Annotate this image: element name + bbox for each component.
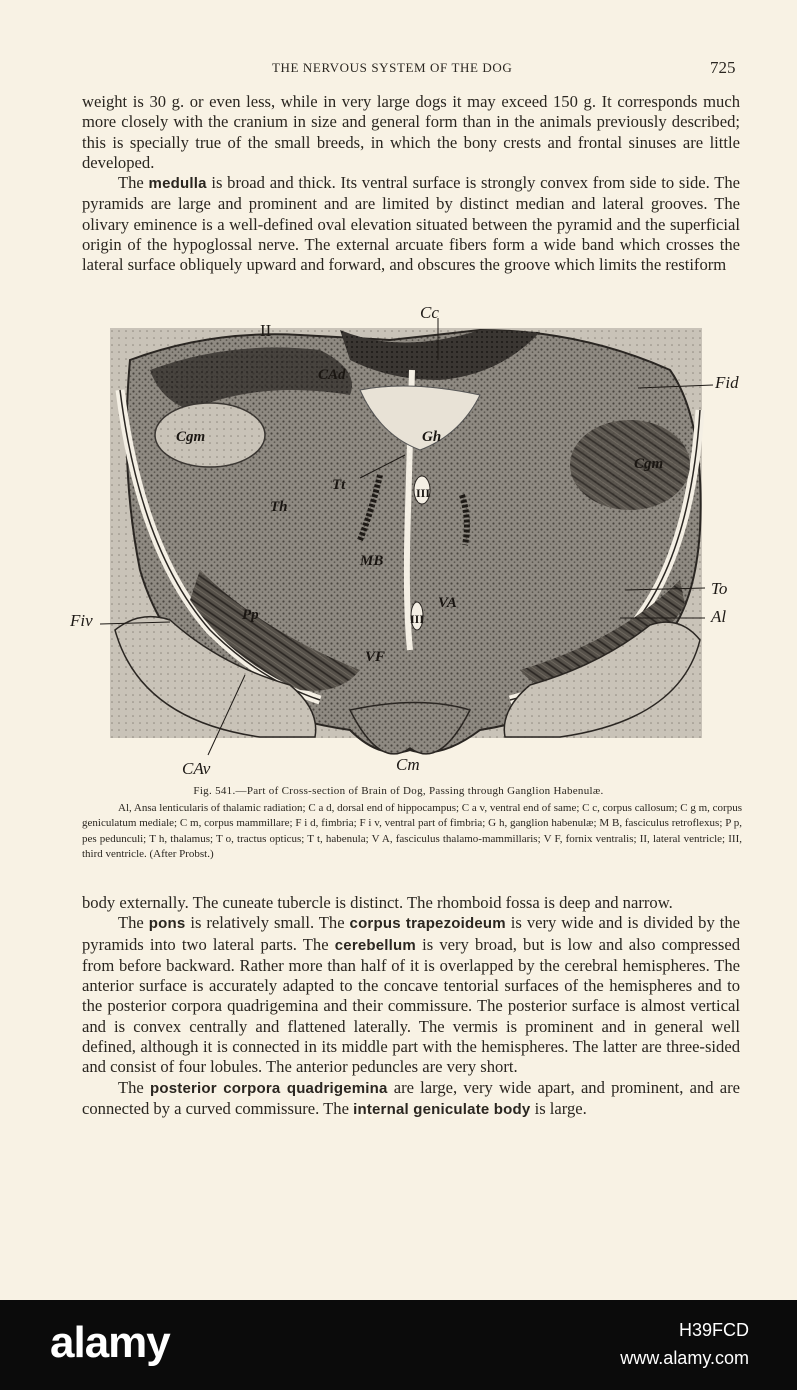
label-vf: VF [365, 649, 386, 665]
running-head [0, 58, 797, 78]
alamy-logo: alamy [50, 1318, 170, 1367]
label-fid: Fid [715, 373, 739, 392]
term-internal-geniculate-body: internal geniculate body [353, 1100, 531, 1118]
figure-caption-title: Fig. 541.—Part of Cross-section of Brain of Dog, Passing through Ganglion Habenulæ. [193, 785, 604, 797]
label-th: Th [270, 499, 288, 515]
text-block-bottom [82, 893, 740, 1120]
label-mb: MB [360, 553, 384, 569]
site-url[interactable]: www.alamy.com [620, 1348, 749, 1368]
label-gh: Gh [422, 429, 442, 445]
paragraph-cuneate: body externally. The cuneate tubercle is distinct. The rhomboid fossa is deep and narrow. [82, 893, 673, 912]
figure-brain-cross-section [60, 300, 760, 780]
label-ii: II [260, 321, 272, 340]
text-block-top [82, 92, 740, 276]
term-medulla: medulla [148, 175, 207, 193]
label-fiv: Fiv [70, 611, 93, 630]
geniculate-body-right [570, 420, 690, 510]
paragraph-weight: weight is 30 g. or even less, while in very large dogs it may exceed 150 g. It corresponds much more closely with the cranium in size and general form than in the animals previously described; this is specially true of the small breeds, in which the bony crests and frontal sinuses are little developed. [82, 92, 740, 172]
running-title: THE NERVOUS SYSTEM OF THE DOG [272, 60, 513, 75]
term-pons: pons [148, 915, 186, 933]
page-number: 725 [710, 58, 736, 77]
label-cad: CAd [318, 367, 346, 383]
term-corpus-trapezoideum: corpus trapezoideum [349, 915, 506, 933]
label-cav: CAv [182, 759, 211, 778]
label-cc: Cc [420, 303, 439, 322]
label-cm: Cm [396, 755, 420, 774]
paragraph-pons: The pons is relatively small. The corpus trapezoideum is very wide and is divided by the pyramids into two lateral parts. The cerebellum is very broad, but is low and also compressed from before backward. Rather more than half of it is overlapped by the cerebral hemispheres. The anterior surface is accurately adapted to the concave tentorial surfaces of the hemispheres and to the posterior corpora quadrigemina and their commissure. The posterior surface is almost vertical and is convex centrally and flattened laterally. The vermis is prominent and in general well defined, although it is connected in its middle part with the hemispheres. The latter are three-sided and consist of four lobules. The anterior peduncles are very short. [82, 913, 740, 1077]
stock-image-id: H39FCD [678, 1320, 749, 1340]
figure-caption-legend: Al, Ansa lenticularis of thalamic radiation; C a d, dorsal end of hippocampus; C a v, ventral end of same; C c, corpus callosum; C g m, corpus geniculatum mediale; C m, corpus mammillare; F i d, fimbria; F i v, ventral part of fimbria; G h, ganglion habenulæ; M B, fasciculus retroflexus; P p, pes pedunculi; T h, thalamus; T o, tractus opticus; T t, habenula; V A, fasciculus thalamo-mammillaris; V F, fornix ventralis; II, lateral ventricle; III, third ventricle. (After Probst.) [82, 802, 742, 861]
label-cgm-left: Cgm [176, 429, 206, 445]
label-tt: Tt [332, 477, 346, 493]
paragraph-quadrigemina: The posterior corpora quadrigemina are large, very wide apart, and prominent, and are connected by a curved commissure. The internal geniculate body is large. [82, 1077, 740, 1118]
stock-footer-bar [0, 1300, 797, 1390]
label-cgm-right: Cgm [634, 456, 664, 472]
term-posterior-corpora-quadrigemina: posterior corpora quadrigemina [149, 1079, 388, 1097]
label-to: To [711, 579, 728, 598]
brain-section-illustration [60, 300, 760, 780]
geniculate-body-left [155, 403, 265, 467]
label-iii-top: III [416, 486, 431, 500]
label-va: VA [438, 595, 457, 611]
label-pp: Pp [242, 607, 259, 623]
term-cerebellum: cerebellum [334, 936, 416, 954]
label-al: Al [711, 607, 727, 626]
label-iii-bottom: III [410, 612, 425, 626]
paragraph-medulla: The medulla is broad and thick. Its ventral surface is strongly convex from side to side. The pyramids are large and prominent and are limited by distinct median and lateral grooves. The olivary eminence is a well-defined oval elevation situated between the pyramid and the superficial origin of the hypoglossal nerve. The external arcuate fibers form a wide band which crosses the lateral surface obliquely upward and forward, and obscures the groove which limits the restiform [82, 173, 741, 275]
